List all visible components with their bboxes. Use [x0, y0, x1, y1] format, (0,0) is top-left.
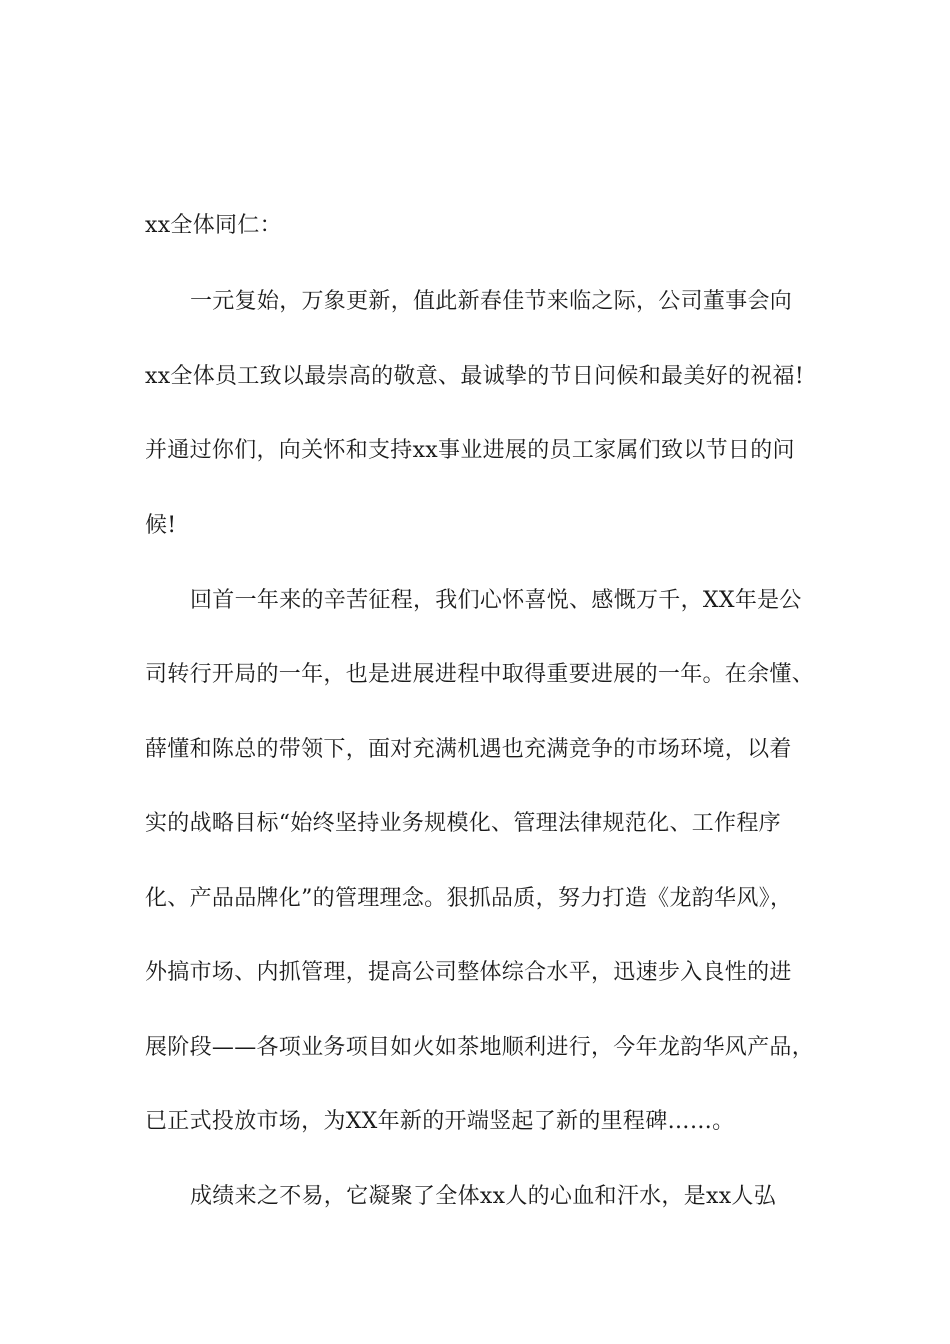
paragraph-1-line-4: 候!	[145, 513, 177, 538]
paragraph-2-line-2: 司转行开局的一年，也是进展进程中取得重要进展的一年。在余懂、	[145, 662, 815, 687]
paragraph-2-line-3: 薛懂和陈总的带领下，面对充满机遇也充满竞争的市场环境，以着	[145, 737, 792, 762]
paragraph-2-line-4: 实的战略目标“始终坚持业务规模化、管理法律规范化、工作程序	[145, 811, 781, 836]
paragraph-1-line-2: xx全体员工致以最崇高的敬意、最诚挚的节日问候和最美好的祝福!	[145, 364, 804, 389]
salutation: xx全体同仁：	[145, 213, 282, 238]
paragraph-3-line-1: 成绩来之不易，它凝聚了全体xx人的心血和汗水，是xx人弘	[190, 1184, 777, 1209]
paragraph-2-line-1: 回首一年来的辛苦征程，我们心怀喜悦、感慨万千，XX年是公	[190, 588, 802, 613]
paragraph-2-line-5: 化、产品品牌化”的管理理念。狠抓品质，努力打造《龙韵华风》，	[145, 886, 793, 911]
paragraph-2-line-8: 已正式投放市场，为XX年新的开端竖起了新的里程碑……。	[145, 1109, 735, 1134]
paragraph-1-line-3: 并通过你们，向关怀和支持xx事业进展的员工家属们致以节日的问	[145, 438, 795, 463]
paragraph-1-line-1: 一元复始，万象更新，值此新春佳节来临之际，公司董事会向	[190, 289, 793, 314]
paragraph-2-line-7: 展阶段——各项业务项目如火如茶地顺利进行，今年龙韵华风产品，	[145, 1035, 815, 1060]
paragraph-2-line-6: 外搞市场、内抓管理，提高公司整体综合水平，迅速步入良性的进	[145, 960, 792, 985]
